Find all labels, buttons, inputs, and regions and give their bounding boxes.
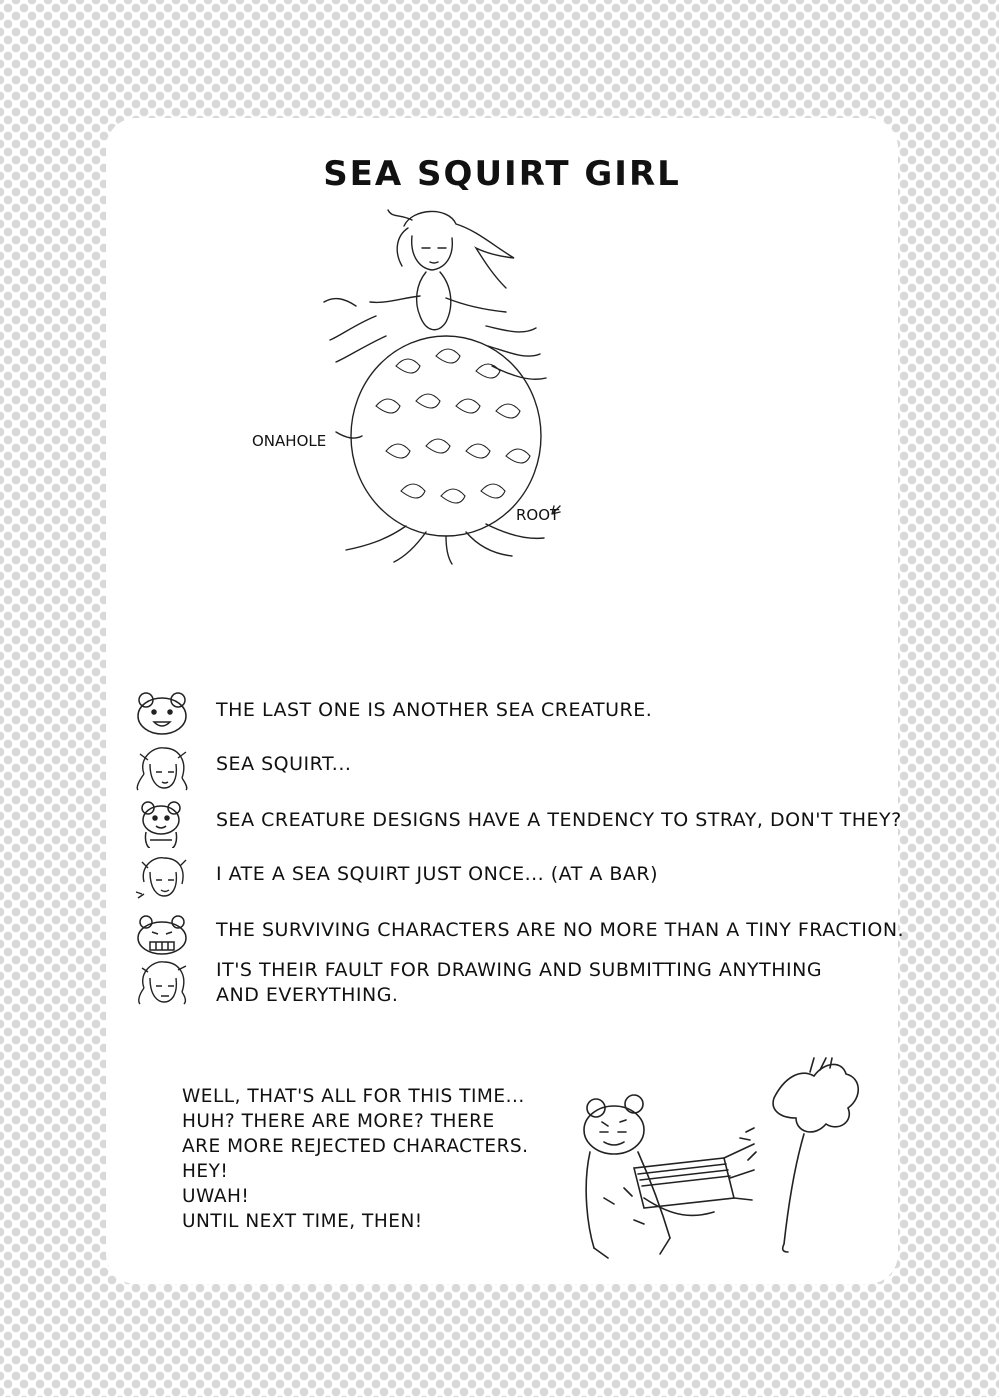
dialogue-line [126, 958, 896, 1014]
dialogue-text [216, 958, 822, 1008]
closing-line: HEY! [182, 1161, 229, 1182]
closing-line: WELL, THAT'S ALL FOR THIS TIME... [182, 1086, 525, 1107]
closing-line: HUH? THERE ARE MORE? THERE [182, 1111, 495, 1132]
page-panel [106, 118, 905, 1284]
bear-throwing-papers-illustration [574, 1048, 864, 1278]
page-title: SEA SQUIRT GIRL [323, 154, 681, 194]
bear-face-icon [134, 800, 190, 848]
dialogue-line [126, 744, 896, 794]
onahole-label: ONAHOLE [252, 432, 327, 450]
girl-face-icon [134, 744, 190, 792]
dialogue-text: SEA CREATURE DESIGNS HAVE A TENDENCY TO STRAY, DON'T THEY? [216, 809, 902, 831]
dialogue-text: THE SURVIVING CHARACTERS ARE NO MORE THAN A TINY FRACTION. [216, 919, 905, 941]
closing-text [182, 1084, 529, 1234]
closing-line: UNTIL NEXT TIME, THEN! [182, 1211, 423, 1232]
girl-face-icon [134, 958, 190, 1006]
bear-face-icon [134, 910, 190, 958]
dialogue-text-line-2: AND EVERYTHING. [216, 984, 399, 1006]
dialogue-text: I ATE A SEA SQUIRT JUST ONCE... (AT A BAR) [216, 863, 659, 885]
dialogue-line [126, 910, 905, 960]
closing-line: UWAH! [182, 1186, 250, 1207]
closing-line: ARE MORE REJECTED CHARACTERS. [182, 1136, 529, 1157]
bear-face-icon [134, 690, 190, 738]
dialogue-text: SEA SQUIRT... [216, 753, 352, 775]
dialogue-line [126, 800, 902, 850]
dialogue-text: THE LAST ONE IS ANOTHER SEA CREATURE. [216, 699, 653, 721]
dialogue-text-line-1: IT'S THEIR FAULT FOR DRAWING AND SUBMITTING ANYTHING [216, 959, 823, 981]
dialogue-line [126, 854, 896, 904]
root-label: ROOT [516, 506, 560, 524]
girl-face-icon [134, 854, 190, 902]
dialogue-line [126, 690, 896, 740]
